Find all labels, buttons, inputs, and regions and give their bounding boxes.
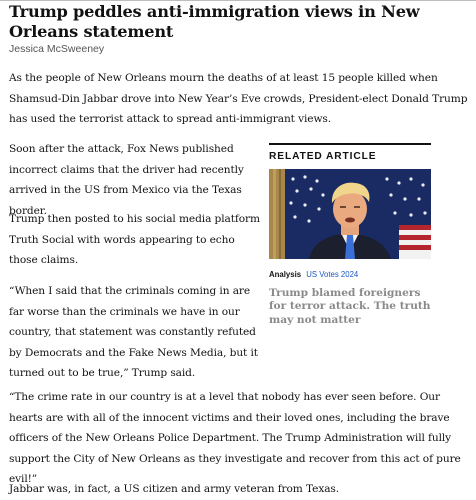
related-meta bbox=[269, 270, 358, 279]
article-paragraph: “The crime rate in our country is at a level that nobody has ever seen before. Our hearts are with all of the innocent victims and their loved ones, including the brave officers of the New Orleans Police Department. The Trump Administration will fully support the City of New Orleans as they investigate and recover from this act of pure evil!” bbox=[9, 391, 461, 485]
top-divider bbox=[0, 0, 476, 1]
article-paragraph: As the people of New Orleans mourn the deaths of at least 15 people killed when Shamsud-Din Jabbar drove into New Year’s Eve crowds, President-elect Donald Trump has used the terrorist attack to spread anti-immigrant views. bbox=[9, 72, 468, 125]
article-paragraph: Trump then posted to his social media platform Truth Social with words appearing to echo those claims. bbox=[9, 213, 260, 266]
author-byline[interactable]: Jessica McSweeney bbox=[9, 43, 105, 55]
related-article-card[interactable] bbox=[269, 143, 431, 326]
portrait-photo-icon[interactable] bbox=[269, 169, 431, 259]
article-paragraph: Soon after the attack, Fox News published incorrect claims that the driver had recently arrived in the US from Mexico via the Texas border. bbox=[9, 143, 244, 217]
related-section-title: RELATED ARTICLE bbox=[269, 151, 377, 162]
article-headline: Trump peddles anti-immigration views in New Orleans statement bbox=[9, 2, 420, 41]
related-headline-link[interactable]: Trump blamed foreigners for terror attack. The truth may not matter bbox=[269, 287, 431, 326]
article-paragraph: Jabbar was, in fact, a US citizen and army veteran from Texas. bbox=[9, 483, 340, 495]
related-divider bbox=[269, 143, 431, 145]
related-label: Analysis bbox=[269, 270, 302, 279]
related-topic-link[interactable]: US Votes 2024 bbox=[306, 270, 359, 279]
article-paragraph: “When I said that the criminals coming in are far worse than the criminals we have in our country, that statement was constantly refuted by Democrats and the Fake News Media, but it turned out to be true,” Trump said. bbox=[9, 285, 258, 379]
